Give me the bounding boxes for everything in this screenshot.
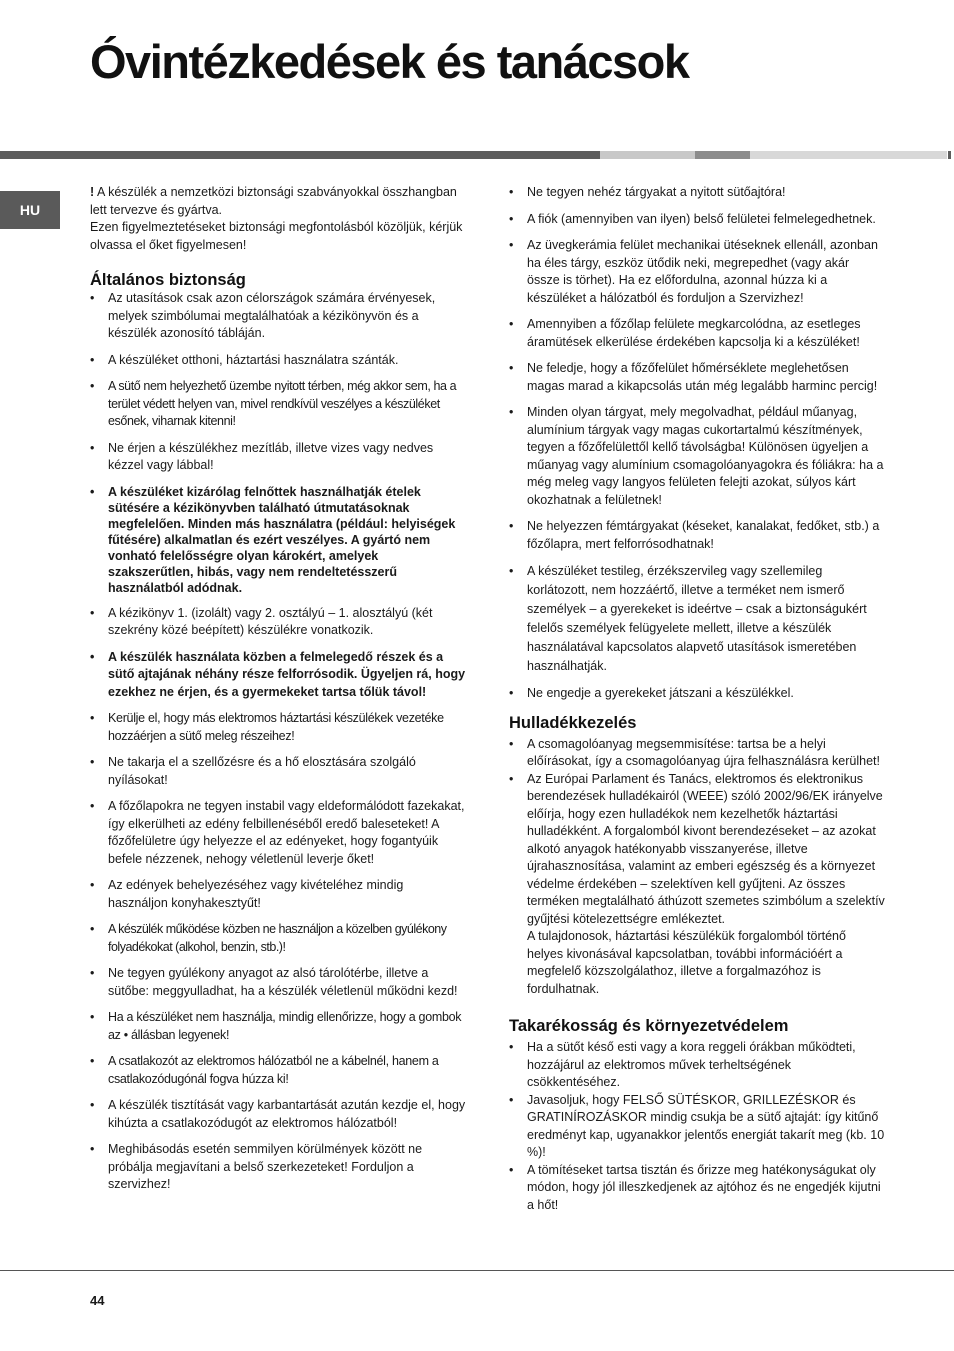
list-item: • A készüléket kizárólag felnőttek használhatják ételek sütésére a kézikönyvben található útmutatásoknak megfelelően. Minden más használatra (például: helyiségek fűtésére) alkalmatlan és ezért veszélyes. A gyártó nem vonható felelősségre olyan károkért, amelyek szakszerűtlen, hibás, vagy nem rendeltetésszerű használatból adódnak. xyxy=(90,484,466,596)
intro-text xyxy=(90,184,466,254)
list-item: • A tömítéseket tartsa tisztán és őrizze meg hatékonyságukat oly módon, hogy jól illeszkedjenek az ajtóhoz és ne engedjék kijutni a hőt! xyxy=(509,1162,885,1215)
list-item: • Az edények behelyezéséhez vagy kivételéhez mindig használjon konyhakesztyűt! xyxy=(90,877,466,912)
header-bar-segment xyxy=(0,151,600,159)
list-item: • A fiók (amennyiben van ilyen) belső felületei felmelegedhetnek. xyxy=(509,211,885,229)
list-item: • A készüléket otthoni, háztartási használatra szánták. xyxy=(90,352,466,370)
exclamation-icon: ! xyxy=(90,185,95,199)
list-item: • A főzőlapokra ne tegyen instabil vagy eldeformálódott fazekakat, így elkerülheti az edény felbillenéséből eredő baleseteket! A főzőfelületre úgy helyezze el az edényeket, hogy fogantyúik befele nézzenek, nehogy véletlenül leverje őket! xyxy=(90,798,466,868)
list-item: • Ne feledje, hogy a főzőfelület hőmérséklete meglehetősen magas marad a kikapcsolás után még legalább harminc percig! xyxy=(509,360,885,395)
list-item: • A készülék használata közben a felmelegedő részek és a sütő ajtajának néhány része felforrósodik. Ügyeljen rá, hogy ezekhez ne érjen, és a gyermekeket tartsa tőlük távol! xyxy=(90,649,466,702)
list-item: • Ha a sütőt késő esti vagy a kora reggeli órákban működteti, hozzájárul az elektromos művek terheltségének csökkentéséhez. xyxy=(509,1039,885,1092)
list-item: • Ne érjen a készülékhez mezítláb, illetve vizes vagy nedves kézzel vagy lábbal! xyxy=(90,440,466,475)
header-bar-segment xyxy=(750,151,947,159)
list-item: • Ne engedje a gyerekeket játszani a készülékkel. xyxy=(509,685,885,703)
list-item: • Az utasítások csak azon célországok számára érvényesek, melyek szimbólumai megtalálhatóak a kézikönyvön és a készülék azonosító tábláján. xyxy=(90,290,466,343)
section-heading-saving: Takarékosság és környezetvédelem xyxy=(509,1017,789,1035)
list-item: • Az üvegkerámia felület mechanikai ütéseknek ellenáll, azonban ha éles tárgy, eszköz ütődik neki, megrepedhet (vagy akár össze is törhet). Ha ez előfordulna, azonnal húzza ki a készüléket a hálózatból és forduljon a Szervizhez! xyxy=(509,237,885,307)
page-number: 44 xyxy=(90,1293,105,1308)
list-item: • Javasoljuk, hogy FELSŐ SÜTÉSKOR, GRILLEZÉSKOR és GRATINÍROZÁSKOR mindig csukja be a sütő ajtaját: így kitűnő eredményt kap, ugyanakkor jelentős energiát takarít meg (kb. 10 %)! xyxy=(509,1092,885,1162)
list-item: • Az Európai Parlament és Tanács, elektromos és elektronikus berendezések hulladékairól (WEEE) szóló 2002/96/EK irányelve előírja, hogy ezen hulladékok nem kezelhetők háztartási hulladékként. A forgalomból kivont berendezéseket – az azokat alkotó anyagok hatékonyabb visszanyerése, illetve újrahasznosítása, valamint az emberi egészség és a környezet védelme érdekében – szelektíven kell gyűjteni. Az összes terméken megtalálható áthúzott szemetes szimbólum a szelektív gyűjtési kötelezettségre emlékeztet. A tulajdonosok, háztartási készülékük forgalomból történő helyes kivonásával kapcsolatban, további információért a megfelelő közszolgálathoz, illetve a forgalmazóhoz is fordulhatnak. xyxy=(509,771,885,999)
list-item: • Minden olyan tárgyat, mely megolvadhat, például műanyag, alumínium tárgyak vagy magas cukortartalmú készítmények, tegyen a főzőfelülettől kellő távolságba! Különösen ügyeljen a műanyag vagy alumínium csomagolóanyagokra és fóliákra: ha a még meleg vagy langyos felületen felejti azokat, súlyos kárt okozhatnak a felületnek! xyxy=(509,404,885,509)
left-column xyxy=(90,184,466,1203)
list-item: • Ne takarja el a szellőzésre és a hő elosztására szolgáló nyílásokat! xyxy=(90,754,466,789)
header-bar-segment xyxy=(600,151,695,159)
section-heading-general-safety: Általános biztonság xyxy=(90,271,246,289)
page-title: Óvintézkedések és tanácsok xyxy=(90,35,689,88)
saving-list xyxy=(509,1039,885,1214)
list-item: • Ne tegyen gyúlékony anyagot az alsó tárolótérbe, illetve a sütőbe: meggyulladhat, ha a készülék véletlenül működni kezd! xyxy=(90,965,466,1000)
list-item: • A sütő nem helyezhető üzembe nyitott térben, még akkor sem, ha a terület védett helyen van, mivel rendkívül veszélyes a készüléket esőnek, viharnak kitenni! xyxy=(90,378,466,431)
section-heading-waste: Hulladékkezelés xyxy=(509,713,637,732)
header-bar-segment xyxy=(695,151,750,159)
list-item: • A készülék tisztítását vagy karbantartását azután kezdje el, hogy kihúzta a csatlakozódugót az elektromos hálózatból! xyxy=(90,1097,466,1132)
intro-line-2: Ezen figyelmeztetéseket biztonsági megfontolásból közöljük, kérjük olvassa el őket figyelmesen! xyxy=(90,220,463,252)
list-item: • A csomagolóanyag megsemmisítése: tartsa be a helyi előírásokat, így a csomagolóanyag újra felhasználásra kerülhet! xyxy=(509,736,885,771)
list-item: • A készüléket testileg, érzékszervileg vagy szellemileg korlátozott, nem hozzáértő, illetve a terméket nem ismerő személyek – a gyerekeket is ideértve – csak a biztonságukért felelős személyek felügyelete mellett, illetve a készülék használatával kapcsolatos alapvető utasítások ismeretében használhatják. xyxy=(509,562,885,676)
header-bar-segment xyxy=(948,151,951,159)
list-item: • Ha a készüléket nem használja, mindig ellenőrizze, hogy a gombok az • állásban legyenek! xyxy=(90,1009,466,1044)
list-item: • Ne helyezzen fémtárgyakat (késeket, kanalakat, fedőket, stb.) a főzőlapra, mert felforrósodhatnak! xyxy=(509,518,885,553)
list-item: • A csatlakozót az elektromos hálózatból ne a kábelnél, hanem a csatlakozódugónál fogva húzza ki! xyxy=(90,1053,466,1088)
list-item: • Ne tegyen nehéz tárgyakat a nyitott sütőajtóra! xyxy=(509,184,885,202)
right-column xyxy=(509,184,885,1214)
list-item: • A kézikönyv 1. (izolált) vagy 2. osztályú – 1. alosztályú (két szekrény közé beépített) készülékre vonatkozik. xyxy=(90,605,466,640)
list-item: • A készülék működése közben ne használjon a közelben gyúlékony folyadékokat (alkohol, benzin, stb.)! xyxy=(90,921,466,956)
intro-line-1: ! A készülék a nemzetközi biztonsági szabványokkal összhangban lett tervezve és gyártva. xyxy=(90,185,457,217)
safety-list-continued xyxy=(509,184,885,703)
list-item: • Kerülje el, hogy más elektromos háztartási készülékek vezetéke hozzáérjen a sütő meleg részeihez! xyxy=(90,710,466,745)
list-item: • Meghibásodás esetén semmilyen körülmények között ne próbálja megjavítani a belső szerkezeteket! Forduljon a szervizhez! xyxy=(90,1141,466,1194)
general-safety-list xyxy=(90,290,466,1194)
list-item: • Amennyiben a főzőlap felülete megkarcolódna, az esetleges áramütések elkerülése érdekében kapcsolja ki a készüléket! xyxy=(509,316,885,351)
language-tab: HU xyxy=(0,191,60,229)
footer-divider xyxy=(0,1270,954,1271)
waste-list xyxy=(509,736,885,999)
